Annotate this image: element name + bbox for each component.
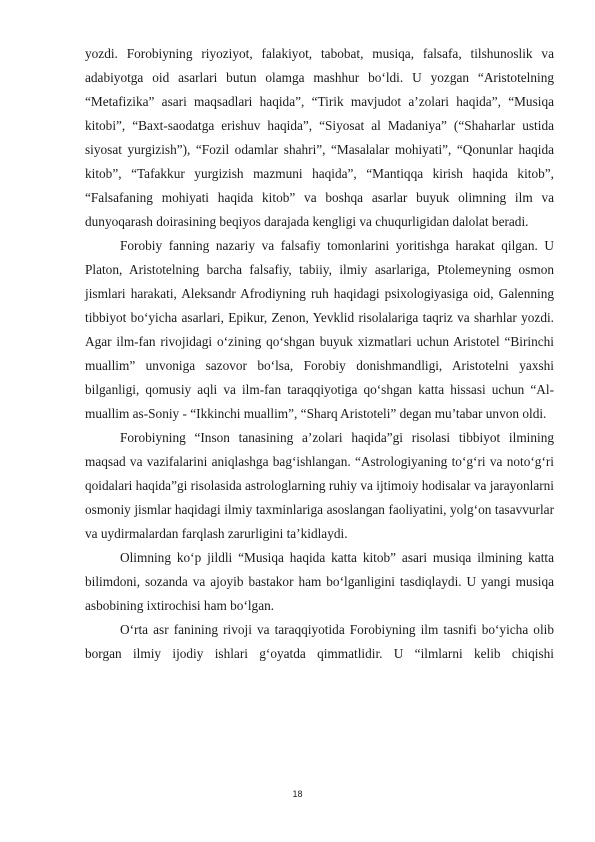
paragraph-2: Forobiy fanning nazariy va falsafiy tomonlarini yoritishga harakat qilgan. U Platon, Aristotelning barcha falsafiy, tabiiy, ilmiy asarlariga, Ptolemeyning osmon jismlari harakati, Aleksandr Afrodiyning ruh haqidagi psixologiyasiga oid, Galenning tibbiyot bo‘yicha asarlari, Epikur, Zenon, Yevklid risolalariga taqriz va sharhlar yozdi. Agar ilm-fan rivojidagi o‘zining qo‘shgan buyuk xizmatlari uchun Aristotel “Birinchi muallim” unvoniga sazovor bo‘lsa, Forobiy donishmandligi, Aristotelni yaxshi bilganligi, qomusiy aqli va ilm-fan taraqqiyotiga qo‘shgan katta hissasi uchun “Al-muallim as-Soniy - “Ikkinchi muallim”, “Sharq Aristoteli” degan mu’tabar unvon oldi. — [85, 238, 554, 421]
body-text — [85, 42, 554, 666]
paragraph-5: O‘rta asr fanining rivoji va taraqqiyotida Forobiyning ilm tasnifi bo‘yicha olib borgan ilmiy ijodiy ishlari g‘oyatda qimmatlidir. U “ilmlarni kelib chiqishi — [85, 622, 554, 661]
paragraph-3: Forobiyning “Inson tanasining a’zolari haqida”gi risolasi tibbiyot ilmining maqsad va vazifalarini aniqlashga bag‘ishlangan. “Astrologiyaning to‘g‘ri va noto‘g‘ri qoidalari haqida”gi risolasida astrologlarning ruhiy va ijtimoiy hodisalar va jarayonlarni osmoniy jismlar haqidagi ilmiy taxminlariga asoslangan faoliyatini, yolg‘on tasavvurlar va uydirmalardan farqlash zarurligini ta’kidlaydi. — [85, 430, 554, 541]
page-number: 18 — [292, 789, 303, 799]
paragraph-1: yozdi. Forobiyning riyoziyot, falakiyot, tabobat, musiqa, falsafa, tilshunoslik va adabiyotga oid asarlari butun olamga mashhur bo‘ldi. U yozgan “Aristotelning “Metafizika” asari maqsadlari haqida”, “Tirik mavjudot a’zolari haqida”, “Musiqa kitobi”, “Baxt-saodatga erishuv haqida”, “Siyosat al Madaniya” (“Shaharlar ustida siyosat yurgizish”), “Fozil odamlar shahri”, “Masalalar mohiyati”, “Qonunlar haqida kitob”, “Tafakkur yurgizish mazmuni haqida”, “Mantiqqa kirish haqida kitob”, “Falsafaning mohiyati haqida kitob” va boshqa asarlar buyuk olimning ilm va dunyoqarash doirasining beqiyos darajada kengligi va chuqurligidan dalolat beradi. — [85, 46, 554, 229]
paragraph-4: Olimning ko‘p jildli “Musiqa haqida katta kitob” asari musiqa ilmining katta bilimdoni, sozanda va ajoyib bastakor ham bo‘lganligini tasdiqlaydi. U yangi musiqa asbobining ixtirochisi ham bo‘lgan. — [85, 550, 554, 613]
